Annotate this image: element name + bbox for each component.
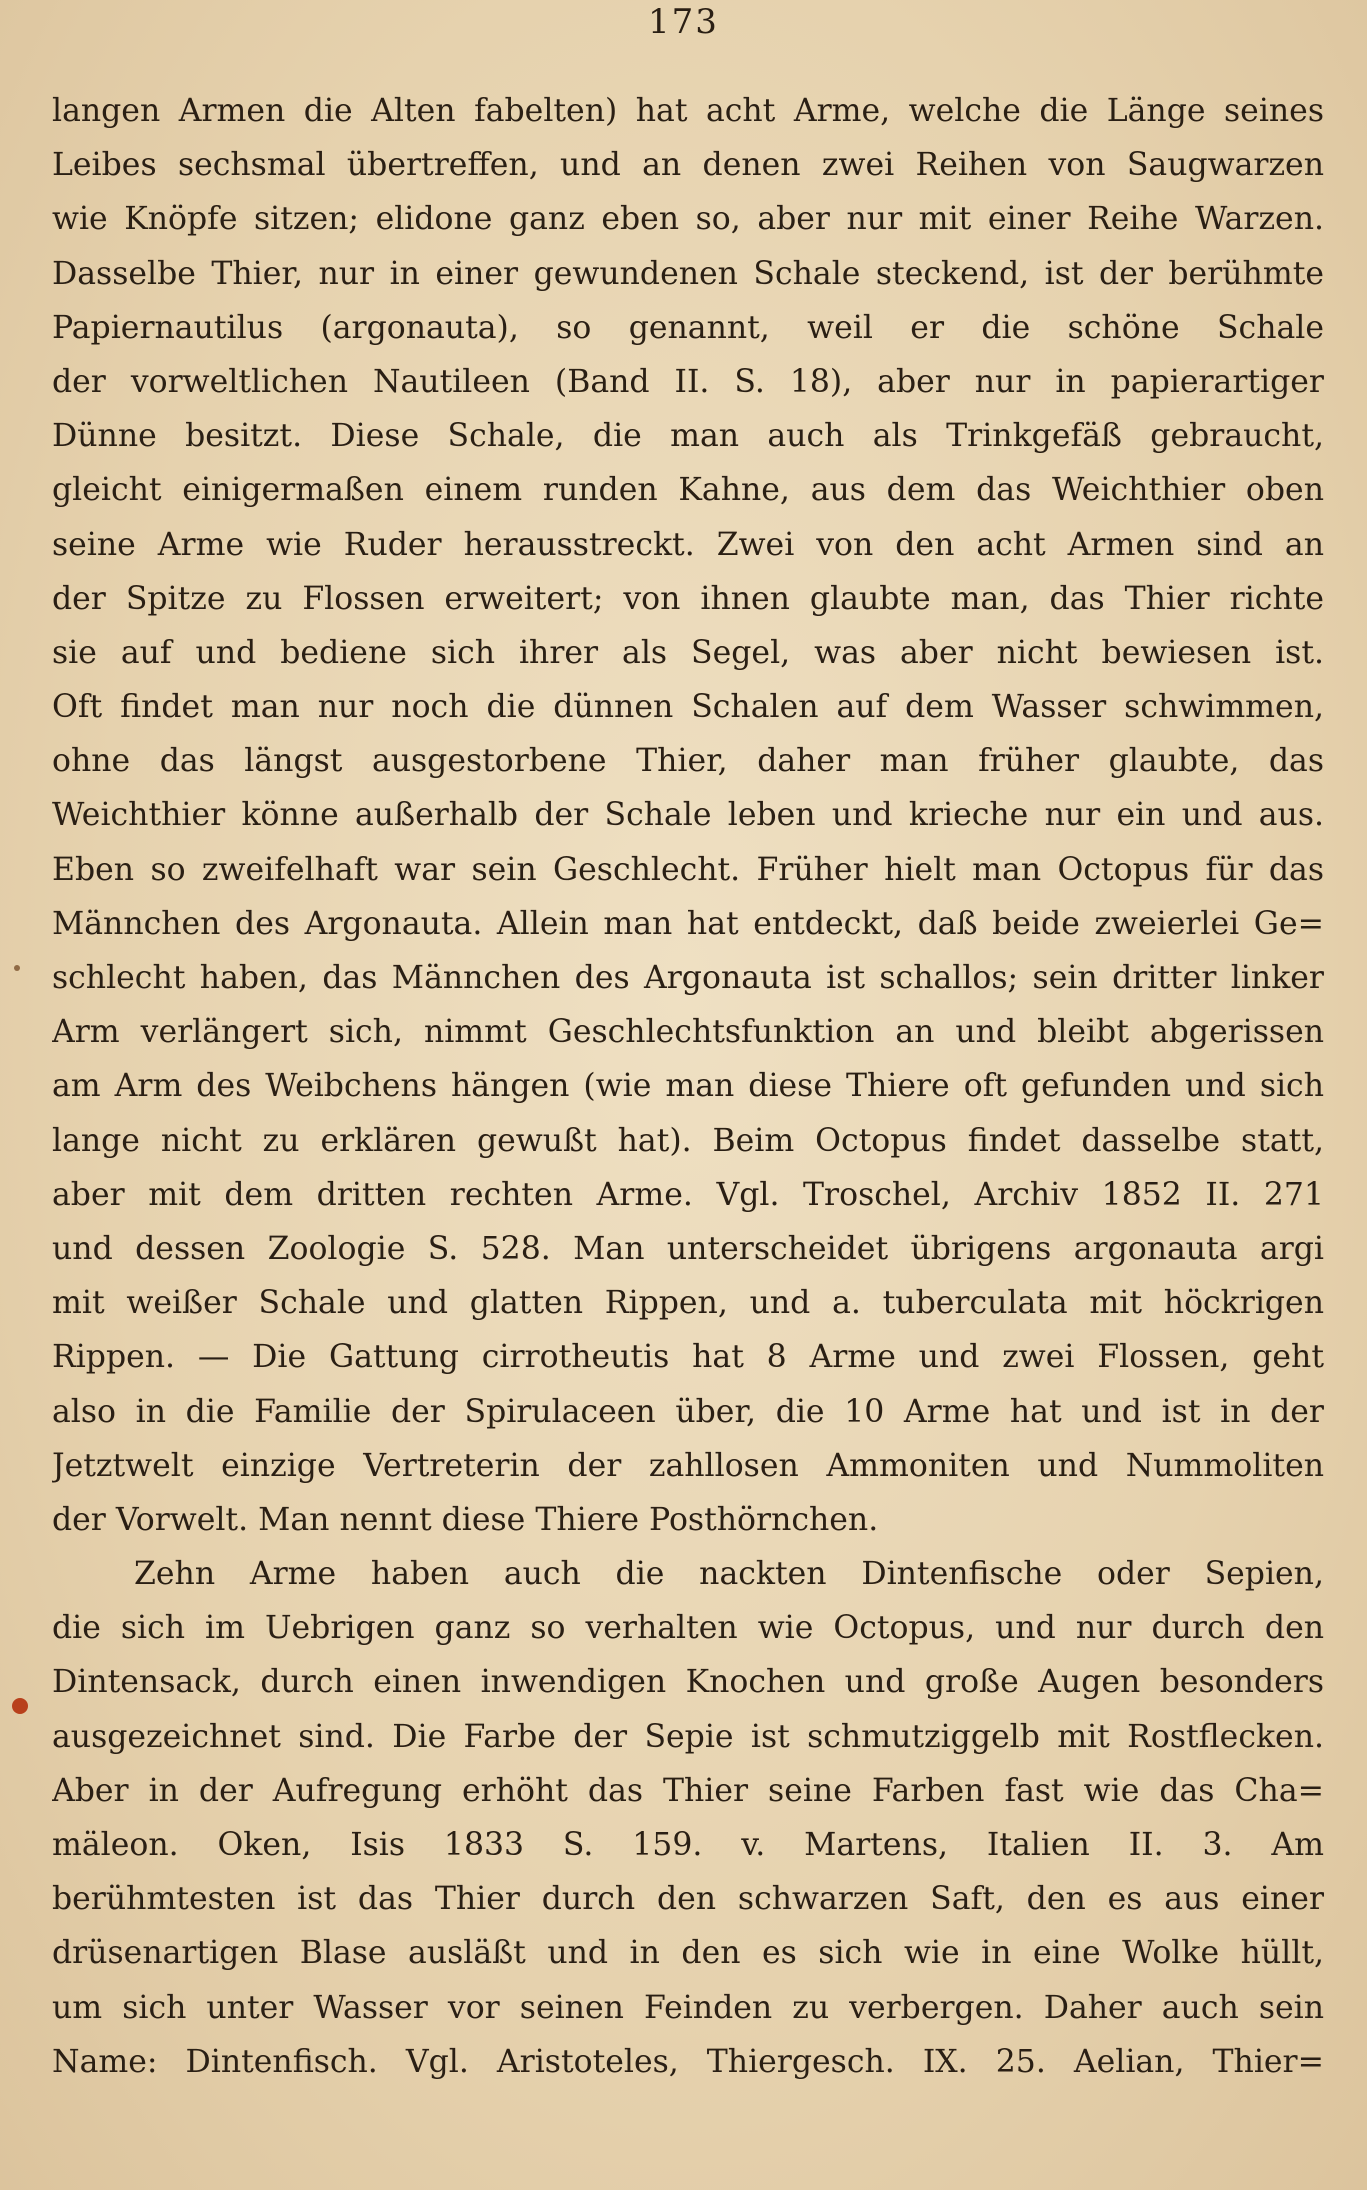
text-line: und dessen Zoologie S. 528. Man unterscheidet übrigens argonauta argi	[52, 1230, 1324, 1267]
text-line: Aber in der Aufregung erhöht das Thier seine Farben fast wie das Cha=	[52, 1772, 1324, 1809]
text-line: ohne das längst ausgestorbene Thier, daher man früher glaubte, das	[52, 743, 1324, 780]
text-line: berühmtesten ist das Thier durch den schwarzen Saft, den es aus einer	[52, 1881, 1324, 1918]
text-line: Zehn Arme haben auch die nackten Dintenfische oder Sepien,	[134, 1556, 1324, 1593]
text-line: Rippen. — Die Gattung cirrotheutis hat 8 Arme und zwei Flossen, geht	[52, 1339, 1324, 1376]
text-line: mäleon. Oken, Isis 1833 S. 159. v. Martens, Italien II. 3. Am	[52, 1827, 1324, 1863]
ink-spot	[12, 1698, 28, 1714]
text-line: langen Armen die Alten fabelten) hat acht Arme, welche die Länge seines	[52, 93, 1324, 129]
body-text	[52, 84, 1324, 2089]
text-line: seine Arme wie Ruder herausstreckt. Zwei von den acht Armen sind an	[52, 526, 1324, 563]
text-line: also in die Familie der Spirulaceen über, die 10 Arme hat und ist in der	[52, 1393, 1324, 1430]
text-line: drüsenartigen Blase ausläßt und in den es sich wie in eine Wolke hüllt,	[52, 1935, 1324, 1972]
text-line: Papiernautilus (argonauta), so genannt, weil er die schöne Schale	[52, 309, 1324, 346]
text-line: ausgezeichnet sind. Die Farbe der Sepie ist schmutziggelb mit Rostflecken.	[52, 1718, 1324, 1755]
paragraph-2	[52, 1547, 1324, 2089]
text-line: Oft findet man nur noch die dünnen Schalen auf dem Wasser schwimmen,	[52, 689, 1324, 726]
text-line: schlecht haben, das Männchen des Argonauta ist schallos; sein dritter linker	[52, 960, 1324, 996]
text-line: Arm verlängert sich, nimmt Geschlechtsfunktion an und bleibt abgerissen	[52, 1014, 1324, 1051]
text-line: Eben so zweifelhaft war sein Geschlecht. Früher hielt man Octopus für das	[52, 851, 1324, 888]
text-line: Dünne besitzt. Diese Schale, die man auch als Trinkgefäß gebraucht,	[52, 418, 1324, 455]
text-line: lange nicht zu erklären gewußt hat). Beim Octopus findet dasselbe statt,	[52, 1122, 1324, 1159]
text-line: der Spitze zu Flossen erweitert; von ihnen glaubte man, das Thier richte	[52, 580, 1324, 617]
text-line: die sich im Uebrigen ganz so verhalten wie Octopus, und nur durch den	[52, 1610, 1324, 1647]
text-line: mit weißer Schale und glatten Rippen, und a. tuberculata mit höckrigen	[52, 1285, 1324, 1322]
paragraph-1	[52, 84, 1324, 1547]
text-line: Leibes sechsmal übertreffen, und an denen zwei Reihen von Saugwarzen	[52, 147, 1324, 184]
paper-speck	[14, 965, 20, 971]
text-line: Jetztwelt einzige Vertreterin der zahllosen Ammoniten und Nummoliten	[52, 1447, 1324, 1484]
text-line: wie Knöpfe sitzen; elidone ganz eben so, aber nur mit einer Reihe Warzen.	[52, 201, 1324, 238]
text-line: der Vorwelt. Man nennt diese Thiere Posthörnchen.	[52, 1501, 879, 1538]
text-line: Dasselbe Thier, nur in einer gewundenen Schale steckend, ist der berühmte	[52, 255, 1324, 292]
text-line: um sich unter Wasser vor seinen Feinden zu verbergen. Daher auch sein	[52, 1989, 1324, 2026]
text-line: aber mit dem dritten rechten Arme. Vgl. Troschel, Archiv 1852 II. 271	[52, 1176, 1324, 1213]
text-line: Name: Dintenfisch. Vgl. Aristoteles, Thiergesch. IX. 25. Aelian, Thier=	[52, 2043, 1324, 2080]
text-line: Weichthier könne außerhalb der Schale leben und krieche nur ein und aus.	[52, 797, 1324, 834]
text-line: Dintensack, durch einen inwendigen Knochen und große Augen besonders	[52, 1664, 1324, 1701]
text-line: sie auf und bediene sich ihrer als Segel, was aber nicht bewiesen ist.	[52, 634, 1324, 671]
text-line: Männchen des Argonauta. Allein man hat entdeckt, daß beide zweierlei Ge=	[52, 905, 1324, 942]
page-number: 173	[648, 2, 719, 42]
text-line: gleicht einigermaßen einem runden Kahne, aus dem das Weichthier oben	[52, 472, 1324, 509]
text-line: der vorweltlichen Nautileen (Band II. S. 18), aber nur in papierartiger	[52, 363, 1324, 400]
text-line: am Arm des Weibchens hängen (wie man diese Thiere oft gefunden und sich	[52, 1068, 1324, 1105]
